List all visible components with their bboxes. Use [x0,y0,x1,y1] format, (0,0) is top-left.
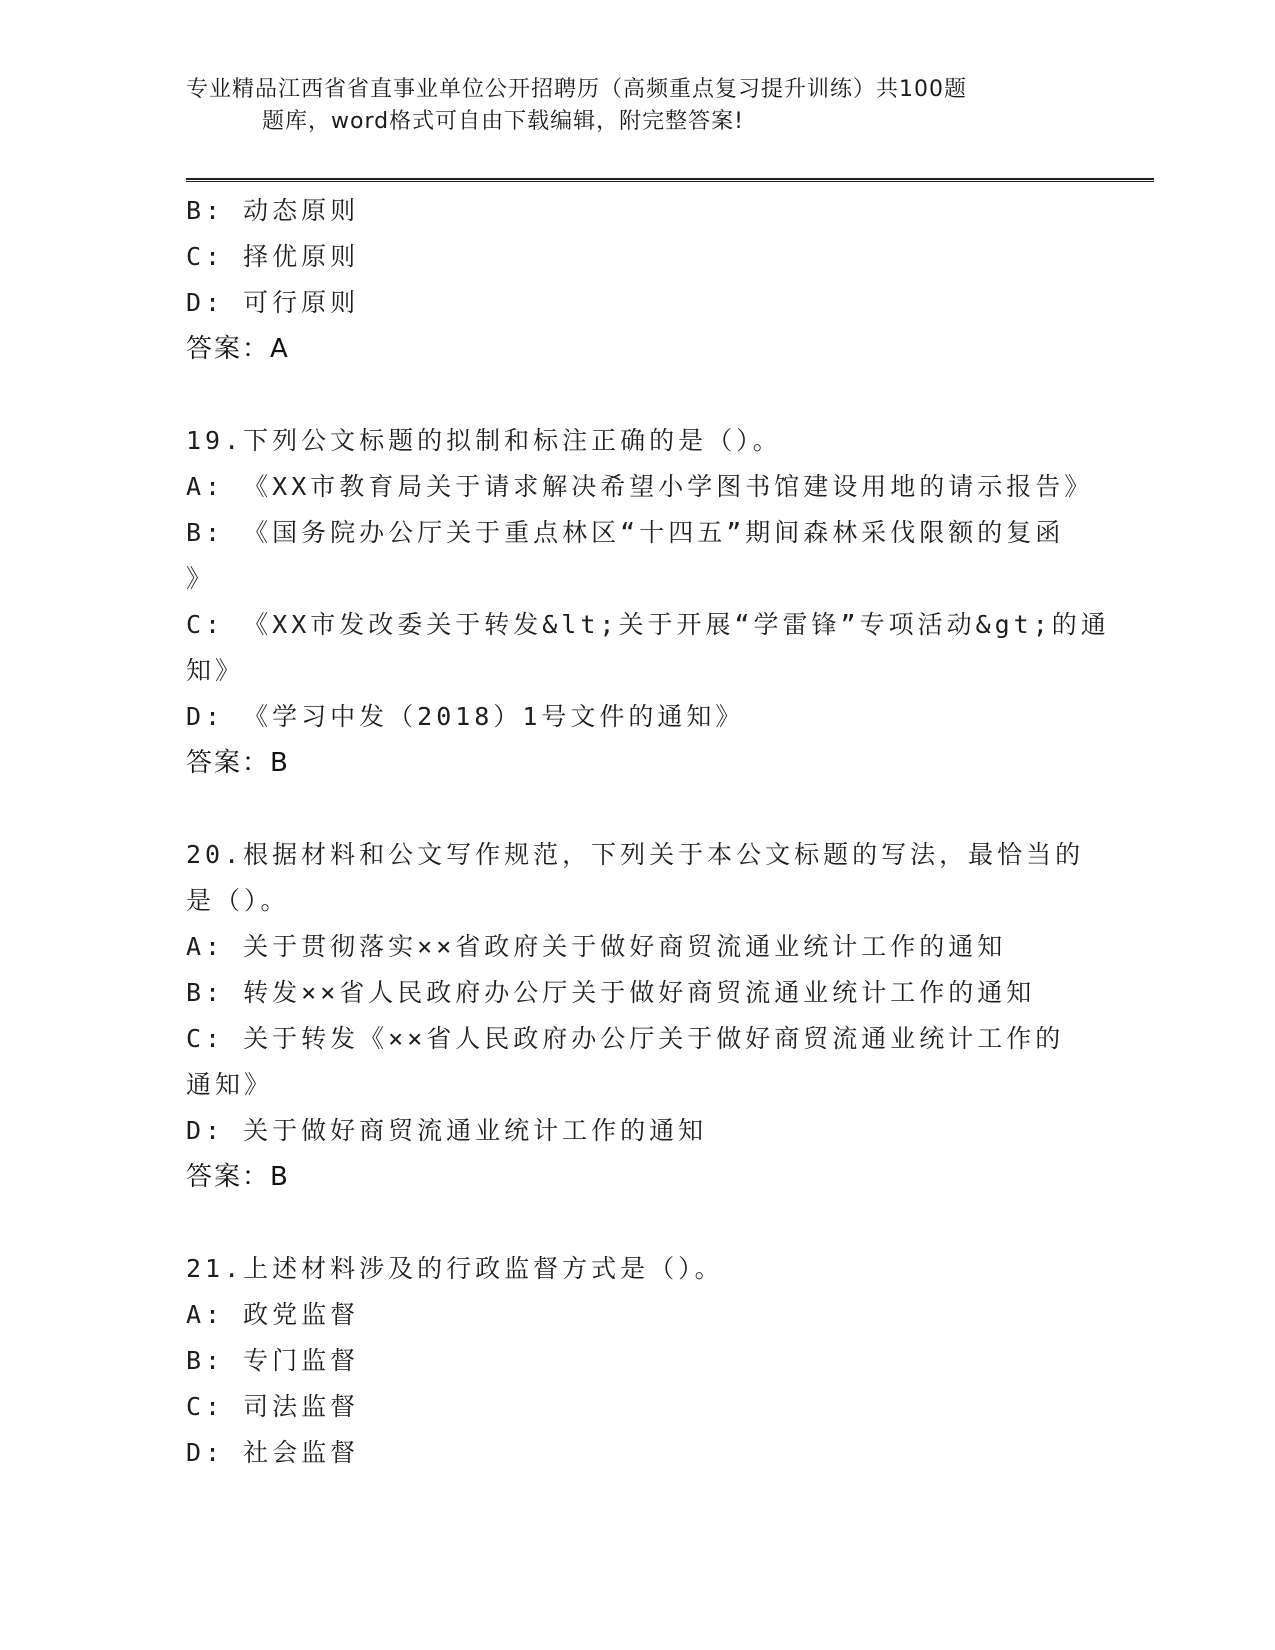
option-b-line1: B: 《国务院办公厅关于重点林区“十四五”期间森林采伐限额的复函 [186,518,1065,547]
answer: 答案：B [186,748,290,778]
question-text: 19.下列公文标题的拟制和标注正确的是（）。 [186,426,782,455]
option-b: B: 动态原则 [186,196,360,225]
question-text-line2: 是（）。 [186,886,290,915]
question-20 [186,832,1086,1200]
spacer [186,786,1086,832]
document-body [186,188,1110,1476]
question-19 [186,418,1110,786]
question-18-tail [186,188,1086,372]
page-header [186,74,1066,138]
spacer [186,372,1086,418]
option-a: A: 《XX市教育局关于请求解决希望小学图书馆建设用地的请示报告》 [186,472,1094,501]
option-d: D: 关于做好商贸流通业统计工作的通知 [186,1116,708,1145]
answer: 答案：B [186,1162,290,1192]
option-b: B: 专门监督 [186,1346,360,1375]
header-title-line2: 题库，word格式可自由下载编辑，附完整答案! [262,109,744,134]
option-b: B: 转发××省人民政府办公厅关于做好商贸流通业统计工作的通知 [186,978,1036,1007]
option-c-line2: 知》 [186,656,245,685]
option-c-line2: 通知》 [186,1070,274,1099]
option-d: D: 可行原则 [186,288,360,317]
question-text-line1: 20.根据材料和公文写作规范，下列关于本公文标题的写法，最恰当的 [186,840,1085,869]
header-title-line1: 专业精品江西省省直事业单位公开招聘历（高频重点复习提升训练）共100题 [186,77,967,102]
option-d: D: 社会监督 [186,1438,360,1467]
option-c-line1: C: 《XX市发改委关于转发&lt;关于开展“学雷锋”专项活动&gt;的通 [186,610,1110,639]
option-c-line1: C: 关于转发《××省人民政府办公厅关于做好商贸流通业统计工作的 [186,1024,1065,1053]
question-21 [186,1246,1086,1476]
header-divider [186,178,1154,182]
question-text: 21.上述材料涉及的行政监督方式是（）。 [186,1254,724,1283]
spacer [186,1200,1086,1246]
option-d: D: 《学习中发（2018）1号文件的通知》 [186,702,745,731]
option-a: A: 关于贯彻落实××省政府关于做好商贸流通业统计工作的通知 [186,932,1007,961]
option-c: C: 司法监督 [186,1392,360,1421]
answer: 答案：A [186,334,290,364]
option-c: C: 择优原则 [186,242,360,271]
option-a: A: 政党监督 [186,1300,360,1329]
option-b-line2: 》 [186,564,216,593]
